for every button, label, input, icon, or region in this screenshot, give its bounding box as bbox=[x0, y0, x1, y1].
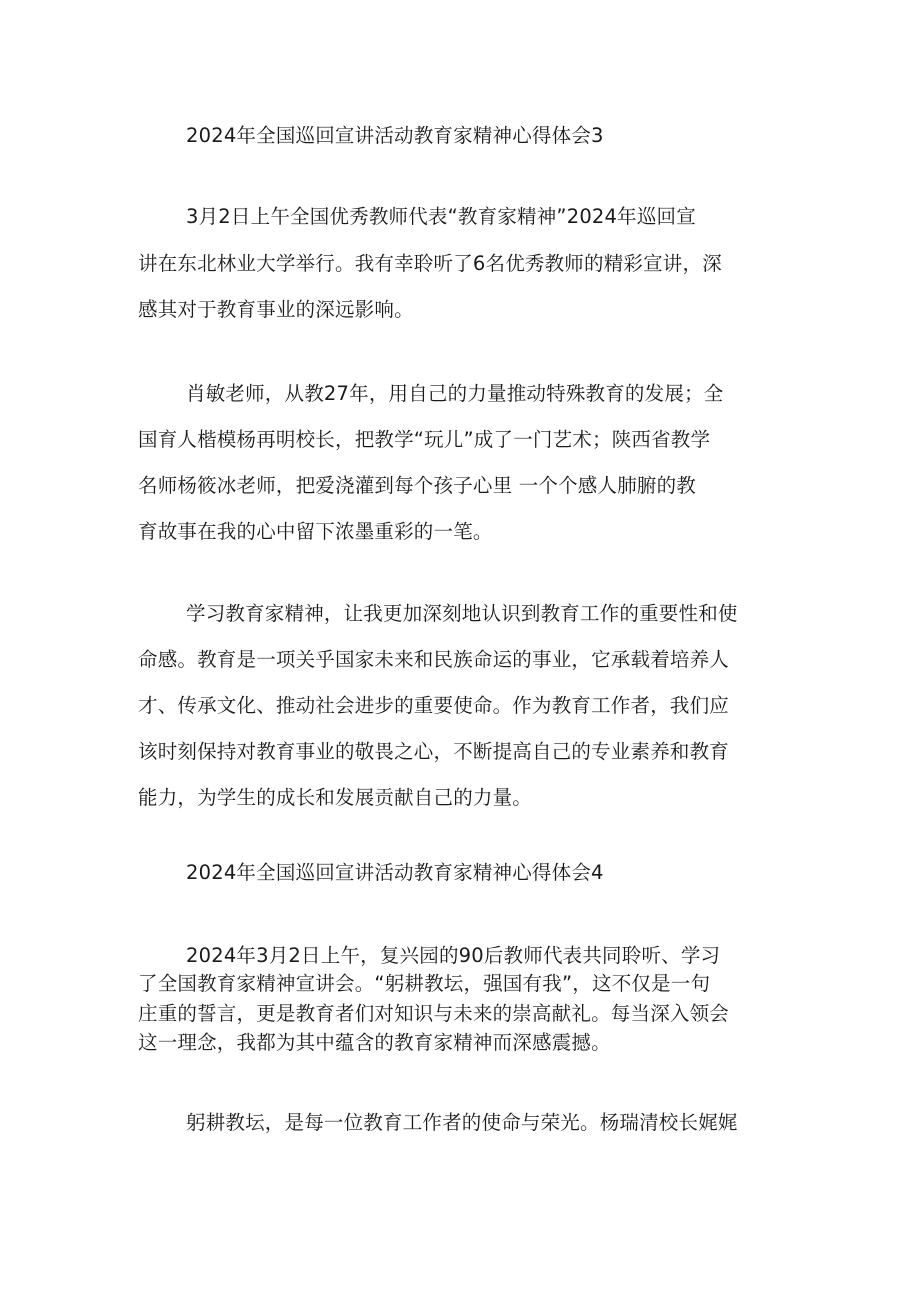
paragraph-line: 3月2日上午全国优秀教师代表“教育家精神”2024年巡回宣 bbox=[186, 205, 696, 228]
paragraph-line: 肖敏老师，从教27年，用自己的力量推动特殊教育的发展；全 bbox=[186, 382, 724, 405]
paragraph-line: 庄重的誓言，更是教育者们对知识与未来的崇高献礼。每当深入领会 bbox=[138, 1002, 730, 1025]
paragraph-line: 了全国教育家精神宣讲会。“躬耕教坛，强国有我”，这不仅是一句 bbox=[138, 972, 711, 995]
paragraph-line: 学习教育家精神，让我更加深刻地认识到教育工作的重要性和使 bbox=[186, 602, 738, 625]
section-heading-4: 2024年全国巡回宣讲活动教育家精神心得体会4 bbox=[186, 861, 604, 884]
section-heading-3: 2024年全国巡回宣讲活动教育家精神心得体会3 bbox=[186, 124, 604, 147]
paragraph-line: 感其对于教育事业的深远影响。 bbox=[138, 298, 414, 321]
paragraph-line: 该时刻保持对教育事业的敬畏之心，不断提高自己的专业素养和教育 bbox=[138, 740, 730, 763]
paragraph-line: 命感。教育是一项关乎国家未来和民族命运的事业，它承载着培养人 bbox=[138, 648, 730, 671]
paragraph-line: 育故事在我的心中留下浓墨重彩的一笔。 bbox=[138, 520, 493, 543]
paragraph-line: 能力，为学生的成长和发展贡献自己的力量。 bbox=[138, 786, 533, 809]
paragraph-line: 躬耕教坛，是每一位教育工作者的使命与荣光。杨瑞清校长娓娓 bbox=[186, 1111, 738, 1134]
paragraph-line: 才、传承文化、推动社会进步的重要使命。作为教育工作者，我们应 bbox=[138, 694, 730, 717]
paragraph-line: 这一理念，我都为其中蕴含的教育家精神而深感震撼。 bbox=[138, 1031, 611, 1054]
paragraph-line: 2024年3月2日上午，复兴园的90后教师代表共同聆听、学习 bbox=[186, 944, 721, 967]
paragraph-line: 国育人楷模杨再明校长，把教学“玩儿”成了一门艺术；陕西省教学 bbox=[138, 428, 711, 451]
paragraph-line: 讲在东北林业大学举行。我有幸聆听了6名优秀教师的精彩宣讲，深 bbox=[138, 252, 722, 275]
paragraph-line: 名师杨筱冰老师，把爱浇灌到每个孩子心里 一个个感人肺腑的教 bbox=[138, 474, 696, 497]
